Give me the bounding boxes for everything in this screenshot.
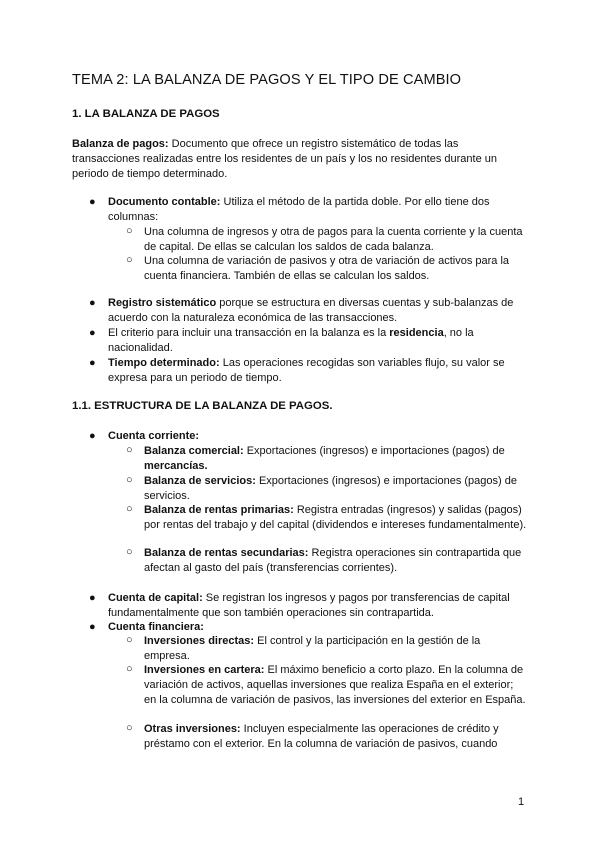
cc-sub-1-term: Balanza comercial:: [144, 445, 244, 457]
sub-item-cc-1: [126, 444, 528, 474]
cc-term: Cuenta corriente:: [108, 430, 200, 442]
list-item-tiempo: [89, 356, 528, 386]
circle-bullet-icon: ○: [126, 503, 133, 515]
list-item-cuenta-financiera: [89, 620, 528, 635]
list-item-documento: [89, 195, 528, 225]
list-item-cuenta-corriente: [89, 429, 528, 444]
cf-sub-1-term: Inversiones directas:: [144, 635, 255, 647]
cf-sub-2-text: El máximo beneficio a corto plazo. En la columna de variación de activos, aquellas inversiones que realiza España en el exterior; en la columna de variación de pasivos, las inversiones del exterior en España.: [144, 664, 526, 707]
cc-sub-4-term: Balanza de rentas secundarias:: [144, 547, 309, 559]
sub-item-cc-2: [126, 474, 528, 504]
circle-bullet-icon: ○: [126, 444, 133, 456]
reg-term: Registro sistemático: [108, 297, 217, 309]
circle-bullet-icon: ○: [126, 546, 133, 558]
cc-sub-1-text: Exportaciones (ingresos) e importaciones (pagos) de: [243, 445, 505, 457]
bullet-icon: ●: [89, 621, 96, 633]
section-heading-1: 1. LA BALANZA DE PAGOS: [72, 108, 220, 120]
sub-item-cc-3: [126, 503, 528, 533]
ck-text: Se registran los ingresos y pagos por transferencias de capital fundamentalmente que son también operaciones sin contrapartida.: [108, 592, 510, 620]
sub-item-cc-4: [126, 546, 528, 576]
bullet-icon: ●: [89, 297, 96, 309]
circle-bullet-icon: ○: [126, 663, 133, 675]
bullet-icon: ●: [89, 592, 96, 604]
sub-item-doc-1: [126, 225, 528, 255]
cc-sub-1-bold-end: mercancías.: [144, 460, 208, 473]
cf-sub-3-text: Incluyen especialmente las operaciones de crédito y préstamo con el exterior. En la columna de variación de pasivos, cuando: [144, 723, 499, 751]
bullet-icon: ●: [89, 196, 96, 208]
intro-term: Balanza de pagos:: [72, 138, 169, 150]
crit-pre: El criterio para incluir una transacción en la balanza es la: [108, 327, 390, 339]
bullet-icon: ●: [89, 357, 96, 369]
cf-sub-3-term: Otras inversiones:: [144, 723, 241, 735]
circle-bullet-icon: ○: [126, 254, 133, 266]
doc-text: Utiliza el método de la partida doble. Por ello tiene dos columnas:: [108, 196, 490, 224]
bullet-icon: ●: [89, 430, 96, 442]
list-item-registro: [89, 296, 528, 326]
circle-bullet-icon: ○: [126, 474, 133, 486]
cf-sub-1-text: El control y la participación en la gestión de la empresa.: [144, 635, 481, 663]
doc-term: Documento contable:: [108, 196, 221, 208]
doc-sub-2: Una columna de variación de pasivos y otra de variación de activos para la cuenta financiera. También de ellas se calculan los saldos.: [144, 255, 510, 283]
list-item-cuenta-capital: [89, 591, 528, 621]
cc-sub-3-term: Balanza de rentas primarias:: [144, 504, 294, 516]
list-item-criterio: [89, 326, 528, 356]
cc-sub-4-text: Registra operaciones sin contrapartida que afectan al gasto del país (transferencias corrientes).: [144, 547, 522, 575]
doc-sub-1: Una columna de ingresos y otra de pagos para la cuenta corriente y la cuenta de capital. De ellas se calculan los saldos de cada balanza.: [144, 226, 523, 254]
intro-paragraph: [72, 137, 528, 183]
cf-term: Cuenta financiera:: [108, 621, 204, 633]
ck-term: Cuenta de capital:: [108, 592, 203, 604]
reg-text: porque se estructura en diversas cuentas y sub-balanzas de acuerdo con la naturaleza económica de las transacciones.: [108, 297, 514, 325]
page-title: TEMA 2: LA BALANZA DE PAGOS Y EL TIPO DE CAMBIO: [72, 72, 462, 88]
tiempo-text: Las operaciones recogidas son variables flujo, su valor se expresa para un periodo de tiempo.: [108, 357, 505, 385]
section-heading-1-1: 1.1. ESTRUCTURA DE LA BALANZA DE PAGOS.: [72, 400, 333, 412]
sub-item-doc-2: [126, 254, 528, 284]
cc-sub-3-text: Registra entradas (ingresos) y salidas (pagos) por rentas del trabajo y del capital (dividendos e intereses fundamentalmente).: [144, 504, 527, 532]
sub-item-cf-1: [126, 634, 528, 664]
circle-bullet-icon: ○: [126, 634, 133, 646]
cc-sub-2-term: Balanza de servicios:: [144, 475, 256, 487]
cf-sub-2-term: Inversiones en cartera:: [144, 664, 265, 676]
crit-post: , no la nacionalidad.: [108, 327, 474, 355]
cc-sub-2-text: Exportaciones (ingresos) e importaciones (pagos) de servicios.: [144, 475, 517, 503]
intro-text: Documento que ofrece un registro sistemático de todas las transacciones realizadas entre los residentes de un país y los no residentes durante un periodo de tiempo determinado.: [72, 138, 497, 181]
circle-bullet-icon: ○: [126, 722, 133, 734]
page-number: 1: [518, 796, 525, 808]
crit-term: residencia: [389, 327, 444, 339]
bullet-icon: ●: [89, 327, 96, 339]
tiempo-term: Tiempo determinado:: [108, 357, 220, 369]
sub-item-cf-3: [126, 722, 528, 752]
circle-bullet-icon: ○: [126, 225, 133, 237]
sub-item-cf-2: [126, 663, 528, 709]
